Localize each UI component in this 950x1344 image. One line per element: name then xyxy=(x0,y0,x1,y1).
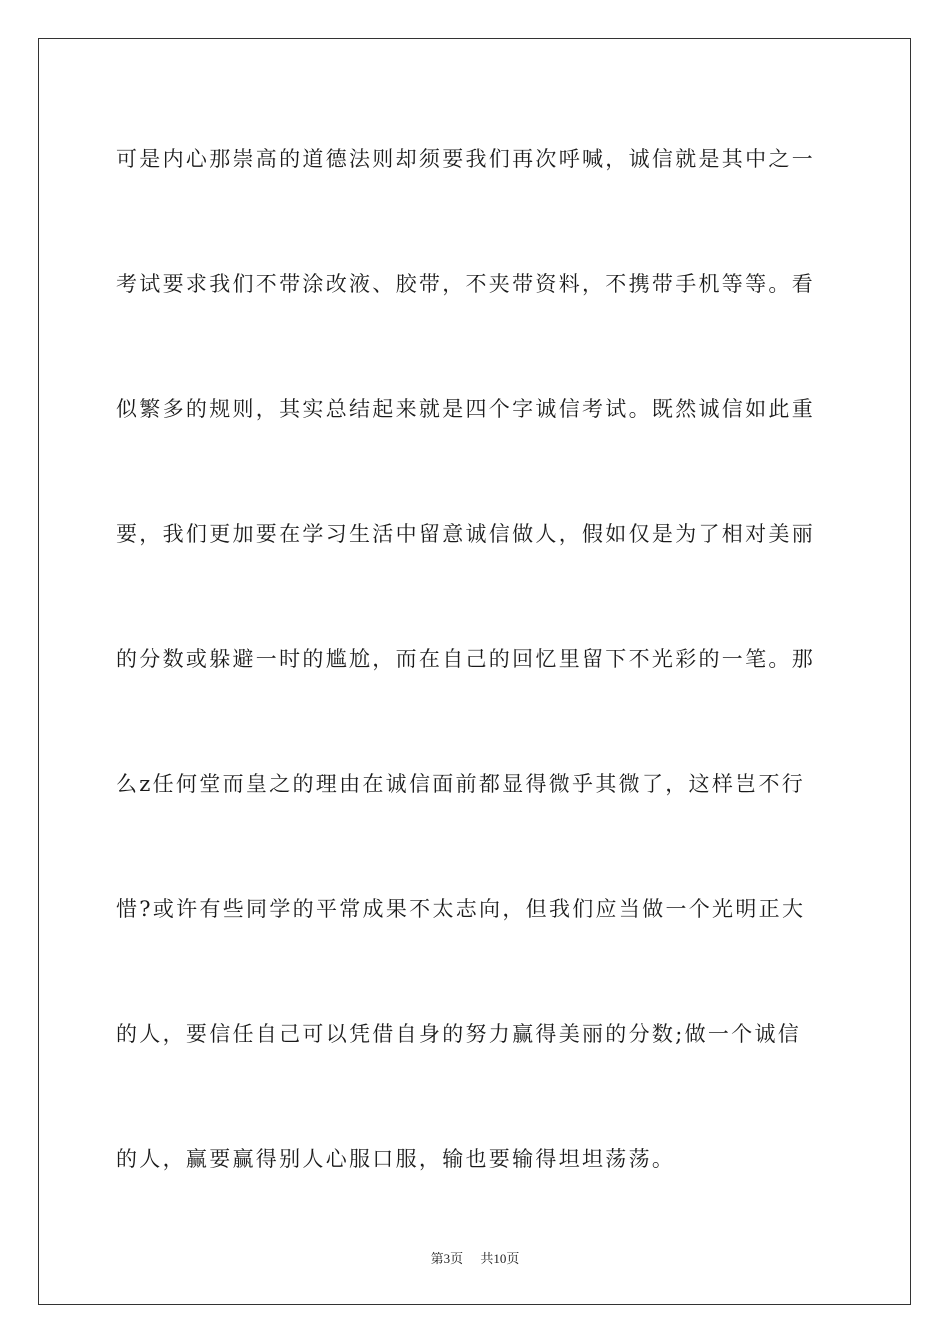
paragraph-line: 似繁多的规则，其实总结起来就是四个字诚信考试。既然诚信如此重 xyxy=(116,397,815,421)
paragraph-line: 的分数或躲避一时的尴尬，而在自己的回忆里留下不光彩的一笔。那 xyxy=(116,647,815,671)
page-number-current: 第3页 xyxy=(430,1251,464,1266)
paragraph-line: 惜?或许有些同学的平常成果不太志向，但我们应当做一个光明正大 xyxy=(116,897,806,921)
document-body xyxy=(116,128,836,1190)
paragraph-line: 的人，赢要赢得别人心服口服，输也要输得坦坦荡荡。 xyxy=(116,1147,676,1171)
paragraph-line: 考试要求我们不带涂改液、胶带，不夹带资料，不携带手机等等。看 xyxy=(116,272,815,296)
paragraph-line: 可是内心那崇高的道德法则却须要我们再次呼喊，诚信就是其中之一 xyxy=(116,147,815,171)
page-number-total: 共10页 xyxy=(480,1251,520,1266)
page-footer xyxy=(0,1248,950,1267)
paragraph-line: 要，我们更加要在学习生活中留意诚信做人，假如仅是为了相对美丽 xyxy=(116,522,815,546)
paragraph-line: 么z任何堂而皇之的理由在诚信面前都显得微乎其微了，这样岂不行 xyxy=(116,772,806,796)
paragraph-line: 的人，要信任自己可以凭借自身的努力赢得美丽的分数;做一个诚信 xyxy=(116,1022,802,1046)
